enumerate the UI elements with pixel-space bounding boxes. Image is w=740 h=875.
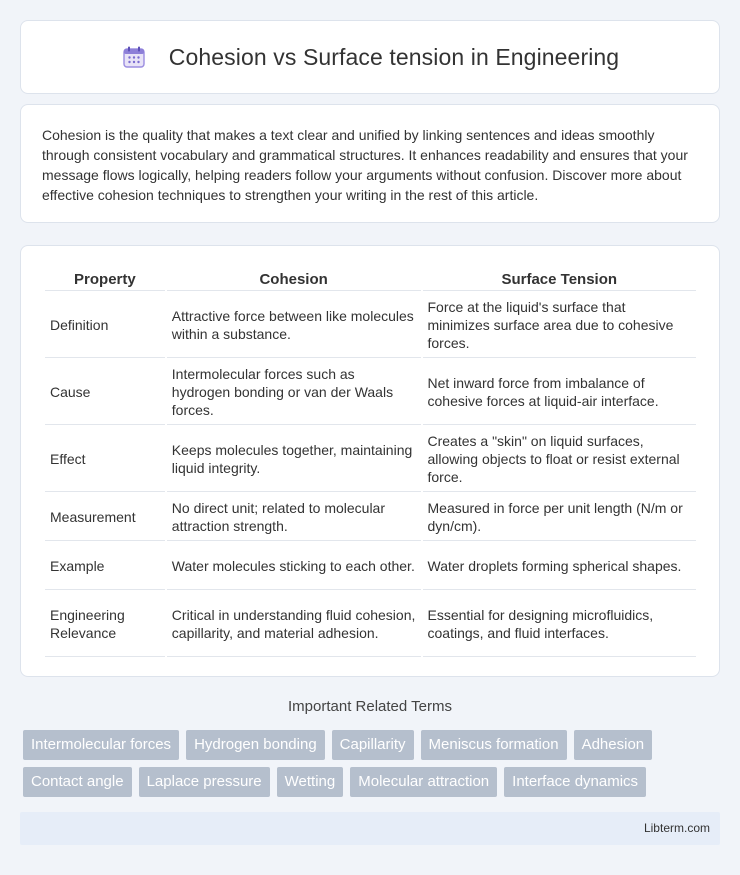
cell-surface-tension: Net inward force from imbalance of cohesive forces at liquid-air interface. [423,360,697,425]
tag-meniscus-formation[interactable]: Meniscus formation [421,730,567,760]
table-row [45,592,696,657]
cell-surface-tension: Essential for designing microfluidics, coatings, and fluid interfaces. [423,592,697,657]
table-card [20,245,720,677]
tag-capillarity[interactable]: Capillarity [332,730,414,760]
tag-intermolecular-forces[interactable]: Intermolecular forces [23,730,179,760]
tag-laplace-pressure[interactable]: Laplace pressure [139,767,270,797]
table-header-row [45,268,696,291]
table-row [45,543,696,590]
cell-property: Cause [45,360,165,425]
footer [20,812,720,845]
cell-surface-tension: Creates a "skin" on liquid surfaces, allowing objects to float or resist external force. [423,427,697,492]
footer-site-link[interactable]: Libterm.com [643,821,710,835]
tag-wetting[interactable]: Wetting [277,767,344,797]
cell-cohesion: Critical in understanding fluid cohesion, capillarity, and material adhesion. [167,592,421,657]
related-terms-list [23,730,723,797]
tag-molecular-attraction[interactable]: Molecular attraction [350,767,497,797]
cell-property: Effect [45,427,165,492]
intro-text: Cohesion is the quality that makes a text clear and unified by linking sentences and ideas smoothly through consistent vocabulary and grammatical structures. It enhances readability and ensures that your message flows logically, helping readers follow your arguments without confusion. Discover more about effective cohesion techniques to strengthen your writing in the rest of this article. [42,127,688,203]
cell-property: Engineering Relevance [45,592,165,657]
tag-adhesion[interactable]: Adhesion [574,730,653,760]
related-terms-title: Important Related Terms [288,698,452,715]
calendar-icon [121,44,147,70]
cell-surface-tension: Measured in force per unit length (N/m or dyn/cm). [423,494,697,541]
tag-hydrogen-bonding[interactable]: Hydrogen bonding [186,730,325,760]
cell-cohesion: Water molecules sticking to each other. [167,543,421,590]
table-row [45,360,696,425]
cell-property: Measurement [45,494,165,541]
table-row [45,293,696,358]
table-row [45,427,696,492]
tag-contact-angle[interactable]: Contact angle [23,767,132,797]
cell-cohesion: Attractive force between like molecules within a substance. [167,293,421,358]
cell-cohesion: Keeps molecules together, maintaining liquid integrity. [167,427,421,492]
tag-interface-dynamics[interactable]: Interface dynamics [504,767,646,797]
header-cohesion: Cohesion [167,268,421,291]
cell-cohesion: No direct unit; related to molecular attraction strength. [167,494,421,541]
comparison-table [43,266,698,659]
header-card [20,20,720,94]
intro-card [20,104,720,223]
header-surface-tension: Surface Tension [423,268,697,291]
table-row [45,494,696,541]
cell-surface-tension: Water droplets forming spherical shapes. [423,543,697,590]
page-title: Cohesion vs Surface tension in Engineering [168,43,620,70]
cell-surface-tension: Force at the liquid's surface that minimizes surface area due to cohesive forces. [423,293,697,358]
header-property: Property [45,268,165,291]
cell-property: Definition [45,293,165,358]
cell-property: Example [45,543,165,590]
cell-cohesion: Intermolecular forces such as hydrogen bonding or van der Waals forces. [167,360,421,425]
